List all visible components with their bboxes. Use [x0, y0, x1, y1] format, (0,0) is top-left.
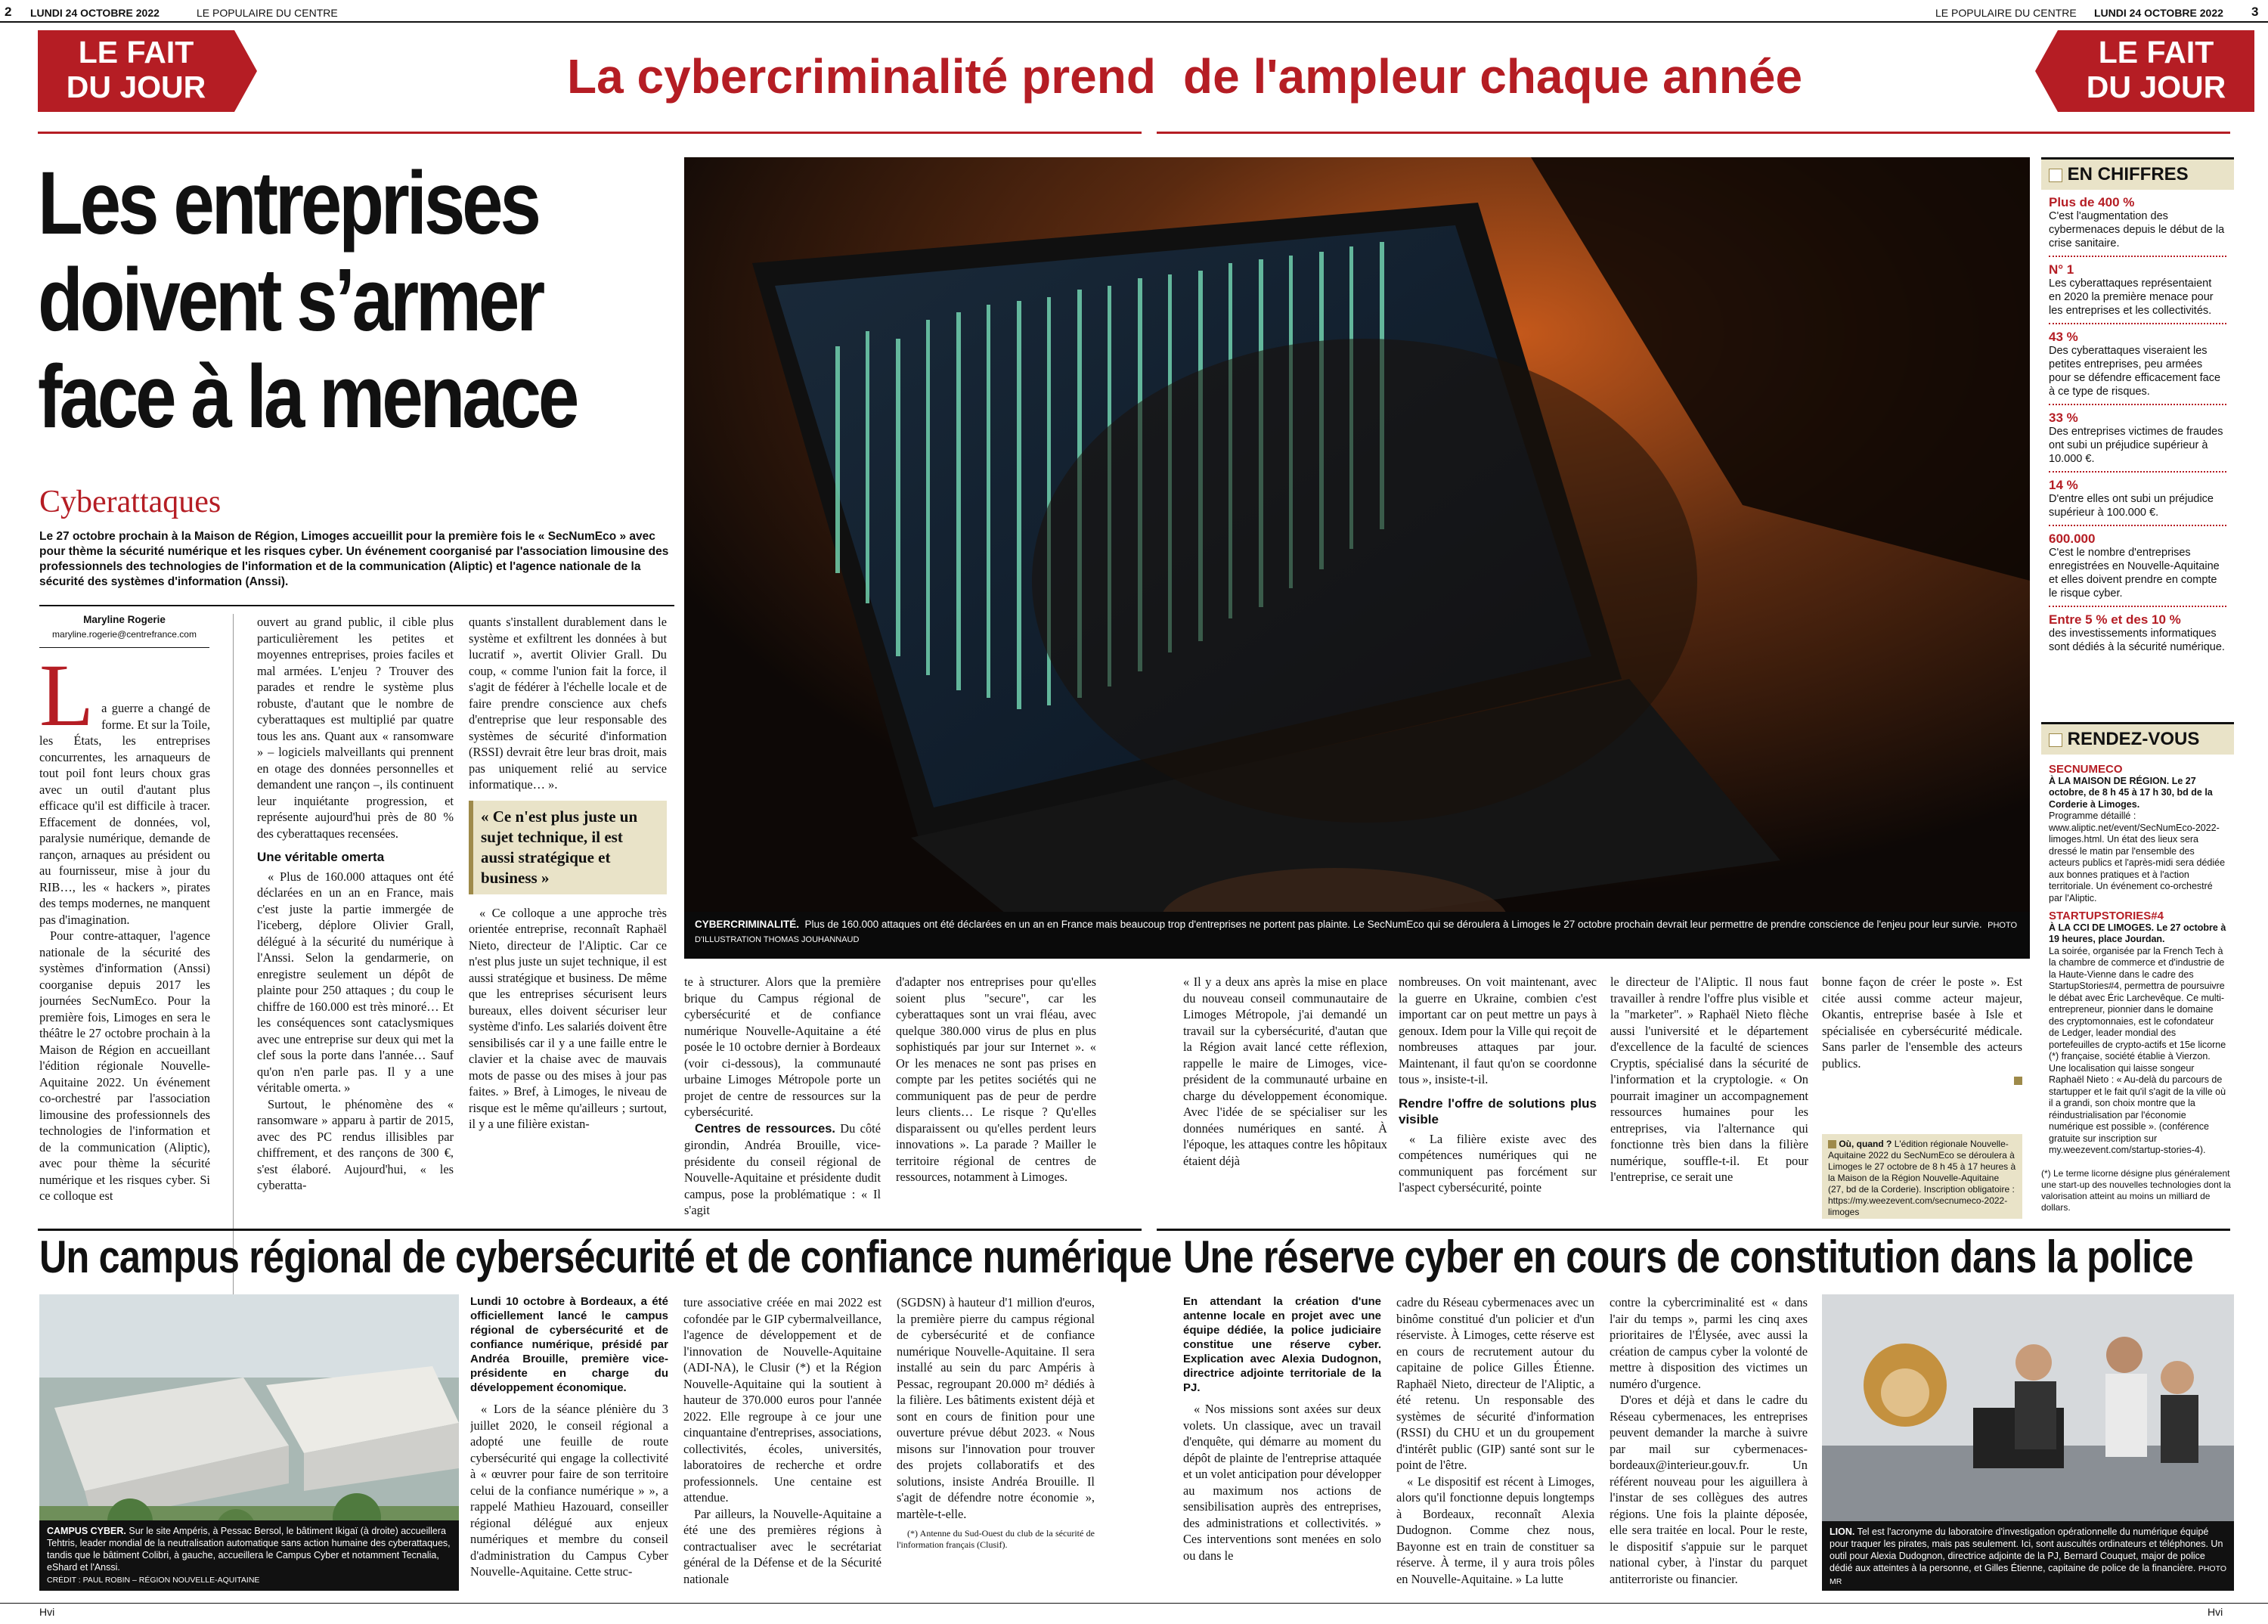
author-email: maryline.rogerie@centrefrance.com: [52, 629, 197, 640]
chiffres-text: C'est l'augmentation des cybermenaces depuis le début de la crise sanitaire.: [2049, 210, 2225, 249]
campus-column-1: Lundi 10 octobre à Bordeaux, a été officiellement lancé le campus régional de cybersécurité et de confiance numérique, présidé par Andréa Brouille, première vice-présidente en charge du développement économique. « Lors de la séance plénière du 3 juillet 2020, le conseil régional a adopté une feuille de route cybersécurité qui engage la collectivité à « œuvrer pour faire de son territoire celui de la confiance numérique » », a rappelé Mathieu Hazouard, conseiller régional délégué aux enjeux numériques et membre du conseil d'administration du Campus Cyber Nouvelle-Aquitaine. Cette struc-: [470, 1295, 668, 1579]
chiffres-figure: 33 %: [2049, 411, 2078, 425]
standfirst-rule: [39, 605, 674, 606]
page-number-right: 3: [2251, 5, 2259, 19]
chiffres-title: EN CHIFFRES: [2041, 160, 2234, 190]
article-column-2: ouvert au grand public, il cible plus particulièrement les petites et moyennes entreprises, proies faciles et mal armées. L'enjeu ? Trouver des parades et rendre le système plus robuste, d'autant que le nombre de cyberattaques est multiplié par quatre tous les ans. Quant aux « ransomware » – logiciels malveillants qui prennent en otage des données personnelles et demandent une rançon –, ils continuent leur inquiétante progression, et représente aujourd'hui près de 80 % des cyberattaques recensées. Une véritable omerta « Plus de 160.000 attaques ont été déclarées en un an en France, mais c'est juste la partie immergée de l'iceberg, déplore Olivier Grall, délégué à la sécurité du numérique à l'Anssi. Selon la gendarmerie, on enregistre seulement un dépôt de plainte pour 250 attaques ; du coup le chiffre de 160.000 est très minoré… Et les conséquences sont cataclysmiques avec une entreprise sur deux qui met la clef sous la porte dans l'année… Sauf qu'on n'en parle pas. Il y a une véritable omerta. » Surtout, le phénomène des « ransomware » apparu à partir de 2015, avec des PC rendus illisibles par chiffrement, et des rançons de 300 €, s'est élaboré. Aujourd'hui, « les cyberatta-: [257, 615, 454, 1192]
rdv-title: RENDEZ-VOUS: [2041, 724, 2234, 755]
lion-photo: [1822, 1294, 2234, 1591]
police-headline: Une réserve cyber en cours de constitution dans la police: [1183, 1232, 2193, 1282]
banner-rule-right: [1157, 132, 2230, 134]
chiffres-text: des investissements informatiques sont dédiés à la sécurité numérique.: [2049, 628, 2225, 653]
rdv-box: RENDEZ-VOUS SECNUMECO À LA MAISON DE RÉGION. Le 27 octobre, de 8 h 45 à 17 h 30, bd de la Corderie à Limoges. Programme détaillé : www.aliptic.net/event/SecNumEco-2022-limoges.html. Un état des lieux sera dressé le matin par l'ensemble des acteurs publics et l'après-midi sera dédiée aux bonnes pratiques et à l'action territoriale. Un événement co-orchestré par l'Aliptic. STARTUPSTORIES#4 À LA CCI DE LIMOGES. Le 27 octobre à 19 heures, place Jourdan. La soirée, organisée par la French Tech à la chambre de commerce et d'industrie de la Haute-Vienne dans le cadre des StartupStories#4, permettra de poursuivre le débat avec Éric Larchevêque. Ce multi-entrepreneur, pionnier dans le domaine des cryptomonnaies, est le cofondateur de Ledger, leader mondial des portefeuilles de crypto-actifs et 15e licorne (*) française, société établie à Vierzon. Une localisation qui laisse songeur Raphaël Nieto : « Au-delà du parcours de startupper et le fait qu'il s'agit de la ville où il a grandi, son choix montre que la réindustrialisation par l'économie numérique est possible ». (conférence gratuite sur inscription sur my.weezevent.com/startup-stories-4).: [2041, 722, 2234, 1223]
chiffres-separator: [2049, 471, 2226, 473]
article-column-5: d'adapter nos entreprises pour qu'elles soient plus "secure", car les cyberattaques sont un vrai fléau, avec quelque 380.000 virus de plus en plus sophistiqués par jour sur Internet ». « Or les menaces ne sont pas prises en compte par les petites sociétés qui ne communiquent pas de peur de perdre leurs clients… Le risque ? Qu'elles disparaissent ou qu'elles perdent leurs innovations ». La parade ? Mailler le territoire régional de centres de ressources, notamment à Limoges.: [896, 975, 1096, 1184]
footer-left: Hvi: [39, 1606, 55, 1618]
drop-cap: L: [39, 656, 94, 745]
folio-date-right: LUNDI 24 OCTOBRE 2022: [2094, 7, 2223, 19]
campus-headline: Un campus régional de cybersécurité et de confiance numérique: [39, 1232, 1172, 1282]
article-column-4: te à structurer. Alors que la première brique du Campus régional de cybersécurité et de confiance numérique Nouvelle-Aquitaine a été posée le 10 octobre dernier à Bordeaux (voir ci-dessous), la communauté urbaine Limoges Métropole porte un projet de centre de ressources sur la cybersécurité. Centres de ressources. Du côté girondin, Andréa Brouille, vice-présidente du conseil régional de Nouvelle-Aquitaine et présidente dudit campus, pose la problématique : « Il s'agit: [684, 975, 881, 1217]
chiffres-text: Des entreprises victimes de fraudes ont subi un préjudice supérieur à 10.000 €.: [2049, 426, 2223, 465]
chiffres-separator: [2049, 525, 2226, 526]
chiffres-separator: [2049, 256, 2226, 257]
police-column-3: contre la cybercriminalité est « dans l'air du temps », parmi les cinq axes prioritaires de l'Élysée, avec aussi la création de campus cyber la volonté de mettre à disposition des victimes un numéro d'urgence. D'ores et déjà et dans le cadre du Réseau cybermenaces, les entreprises peuvent demander la marche à suivre par mail sur cybermenaces-bordeaux@interieur.gouv.fr. Un référent nouveau pour les aiguillera à l'instar de ses collègues des autres régions. Une fois la plainte déposée, elle sera traitée en local. Pour le reste, le dispositif s'appuie sur le parquet national cyber, à l'instar du parquet antiterroriste ou financier.: [1610, 1295, 1808, 1586]
rdv-secnumeco: SECNUMECO: [2049, 763, 2123, 776]
banner-left: La cybercriminalité prend: [567, 49, 1156, 104]
subhead-omerta: Une véritable omerta: [257, 850, 385, 864]
campus-caption: CAMPUS CYBER. Sur le site Ampéris, à Pessac Bersol, le bâtiment Ikigaï (à droite) accueillera Tehtris, leader mondial de la neutralisation automatique sans action humaine des cyberattaques, tandis que le bâtiment Colibri, à gauche, accueillera le Campus Cyber et notamment Tecnalia, eShard et l'Anssi. CRÉDIT : PAUL ROBIN – RÉGION NOUVELLE-AQUITAINE: [39, 1520, 459, 1591]
chiffres-separator: [2049, 323, 2226, 324]
chiffres-text: D'entre elles ont subi un préjudice supérieur à 100.000 €.: [2049, 493, 2214, 519]
kicker-right: LE FAIT DU JOUR: [2035, 30, 2254, 112]
chiffres-separator: [2049, 606, 2226, 607]
subhead-offre: Rendre l'offre de solutions plus visible: [1399, 1096, 1597, 1127]
chiffres-box: [2041, 157, 2234, 721]
hacker-photo: [684, 157, 2030, 959]
chiffres-separator: [2049, 404, 2226, 405]
ou-quand-box: Où, quand ? L'édition régionale Nouvelle-Aquitaine 2022 du SecNumEco se déroulera à Limoges le 27 octobre de 8 h 45 à 17 heures à la Maison de la Région Nouvelle-Aquitaine (27, bd de la Corderie). Inscription obligatoire : https://my.weezevent.com/secnumeco-2022-limoges: [1822, 1134, 2022, 1219]
kicker-left: LE FAIT DU JOUR: [38, 30, 257, 112]
chiffres-figure: N° 1: [2049, 262, 2074, 277]
chiffres-figure: Entre 5 % et des 10 %: [2049, 612, 2181, 627]
lion-lab-illustration: [1822, 1294, 2234, 1521]
police-column-1: En attendant la création d'une antenne locale en projet avec une équipe dédiée, la police judiciaire constitue une réserve cyber. Explication avec Alexia Dudognon, directrice adjointe territoriale de la PJ. « Nos missions sont axées sur deux volets. Un classique, avec un travail d'enquête, qui démarre au moment du dépôt de plainte de l'entreprise attaquée et un volet anticipation pour développer au maximum nos actions de sensibilisation auprès des entreprises, des administrations et collectivités. » Ces interventions sont menées en solo ou dans le: [1183, 1295, 1381, 1563]
rubric: Cyberattaques: [39, 485, 222, 519]
rdv-startupstories: STARTUPSTORIES#4: [2049, 910, 2164, 922]
banner-rule-left: [38, 132, 1142, 134]
campus-photo: [39, 1294, 459, 1591]
byline-rule: [39, 647, 209, 648]
chiffres-text: Les cyberattaques représentaient en 2020 la première menace pour les entreprises et les collectivités.: [2049, 277, 2214, 317]
article-column-9: bonne façon de créer le poste ». Est citée aussi comme acteur majeur, Okantis, entreprise basée à Isle et spécialisée en cybersécurité médicale. Sans parler de l'ensemble des acteurs publics.: [1822, 974, 2022, 1125]
folio-rule: [0, 21, 2268, 23]
chiffres-figure: Plus de 400 %: [2049, 195, 2135, 209]
page-number-left: 2: [5, 5, 12, 19]
folio-paper-right: LE POPULAIRE DU CENTRE: [1935, 7, 2077, 19]
footer-right: Hvi: [2208, 1606, 2223, 1618]
author: Maryline Rogerie: [83, 614, 166, 625]
chiffres-text: C'est le nombre d'entreprises enregistrées en Nouvelle-Aquitaine et elles doivent prendre en compte le risque cyber.: [2049, 547, 2220, 600]
campus-column-3: (SGDSN) à hauteur d'1 million d'euros, la première pierre du campus régional de cybersécurité et de confiance numérique Nouvelle-Aquitaine. Il sera installé au sein du parc Ampéris à Pessac, regroupant 20.000 m² dédiés à la filière. Les bâtiments existent déjà et sont en cours de finition pour une ouverture prévue début 2023. « Nous misons sur l'innovation pour trouver des projets collaboratifs et des solutions, insiste Andréa Brouille. Il s'agit de défendre notre économie », martèle-t-elle. (*) Antenne du Sud-Ouest du club de la sécurité de l'information français (Clusif).: [897, 1295, 1095, 1550]
article-column-6: « Il y a deux ans après la mise en place du nouveau conseil communautaire de Limoges Métropole, j'ai demandé un travail sur la cybersécurité, d'autan que la Région avait lancé cette réflexion, rappelle le maire de Limoges, vice-président de la communauté urbaine en charge du développement économique. Avec l'idée de se spécialiser sur les données numériques en santé. À l'époque, les attaques contre les hôpitaux étaient déjà: [1183, 975, 1387, 1168]
photo-caption: CYBERCRIMINALITÉ. Plus de 160.000 attaques ont été déclarées en un an en France mais beaucoup trop d'entreprises ne portent pas plainte. Le SecNumEco qui se déroulera à Limoges le 27 octobre prochain devrait leur permettre de prendre conscience de l'enjeu pour leur survie. PHOTO D'ILLUSTRATION THOMAS JOUHANNAUD: [684, 912, 2030, 959]
banner-right: de l'ampleur chaque année: [1183, 49, 1803, 104]
chiffres-figure: 14 %: [2049, 478, 2078, 492]
licorne-note: (*) Le terme licorne désigne plus généralement une start-up des nouvelles technologies dont la valorisation atteint au moins un milliard de dollars.: [2041, 1168, 2231, 1213]
chiffres-figure: 600.000: [2049, 532, 2096, 546]
chiffres-text: Des cyberattaques viseraient les petites entreprises, peu armées pour se défendre efficacement face à ce type de risques.: [2049, 345, 2221, 398]
standfirst: Le 27 octobre prochain à la Maison de Région, Limoges accueillit pour la première fois le « SecNumEco » avec pour thème la sécurité numérique et les risques cyber. Un événement coorganisé par l'association limousine des professionnels des technologies de l'information et de la communication (Aliptic) et l'agence nationale de la sécurité des systèmes d'information (Anssi).: [39, 530, 669, 588]
chiffres-list: [2041, 196, 2234, 654]
police-column-2: cadre du Réseau cybermenaces avec un binôme constitué d'un policier et d'un réserviste. À Limoges, cette réserve est en cours de recrutement autour du capitaine de police Gilles Étienne. Raphaël Nieto, directeur de l'Aliptic, a été retenu. Un responsable des systèmes de sécurité d'information (RSSI) du CHU et un du groupement d'intérêt public (GIP) santé sont sur le point de l'être. « Le dispositif est récent à Limoges, alors qu'il fonctionne depuis longtemps à Bordeaux, reconnaît Alexia Dudognon. Comme chez nous, Bayonne est en train de constituer sa réserve. À terme, il y aura trois pôles en Nouvelle-Aquitaine. » La lutte: [1396, 1295, 1594, 1586]
folio-paper-left: LE POPULAIRE DU CENTRE: [197, 7, 338, 19]
article-column-3: quants s'installent durablement dans le système et exfiltrent les données à but lucratif », avertit Olivier Grall. Du coup, « comme l'union fait la force, il s'agit de fédérer à l'échelle locale et de faire prendre conscience aux chefs d'entreprise que leur responsable des systèmes de sécurité d'information (RSSI) devrait être leur bras droit, mais pas uniquement relié au service informatique… ». « Ce n'est plus juste un sujet technique, il est aussi stratégique et business » « Ce colloque a une approche très orientée entreprise, reconnaît Raphaël Nieto, directeur de l'Aliptic. Car ce n'est plus juste un sujet technique, il est aussi stratégique et business. De même que les entreprises sécurisent leurs bureaux, elles doivent sécuriser leur système d'info. Les salariés doivent être sensibilisés car il y a une faille entre le clavier et la chaise avec de mauvais mots de passe ou des mises à jour pas faites. » Bref, à Limoges, le niveau de risque est le même qu'ailleurs ; surtout, il y a une filière existan-: [469, 615, 667, 1131]
folio-date-left: LUNDI 24 OCTOBRE 2022: [30, 7, 160, 19]
article-column-8: le directeur de l'Aliptic. Il nous faut travailler à rendre l'offre plus visible et la "marketer". » Raphaël Nieto flèche aussi l'université et le département d'excellence de la faculté de sciences Cryptis, spécialisé dans la sécurité de l'information et la cryptologie. « On pourrait imaginer un accompagnement ressources humaines pour les entreprises, via l'alternance qui fonctionne très bien dans la filière numérique, souffle-t-il. Et pour l'entreprise, ce serait une: [1610, 975, 1808, 1184]
pull-quote: « Ce n'est plus juste un sujet technique, il est aussi stratégique et business »: [469, 801, 667, 894]
article-column-1: L a guerre a changé de forme. Et sur la Toile, les États, les entreprises concurrentes, les arnaqueurs de tout poil font leurs choux gras avec un outil d'autant plus efficace qu'il est difficile à tracer. Effacement de données, vol, paralysie numérique, demande de rançon, arnaques au président ou au fournisseur, mise à jour du RIB…, les « hackers », pirates des temps modernes, ne manquent pas d'imagination. Pour contre-attaquer, l'agence nationale de la sécurité des systèmes d'information (Anssi) coorganise depuis 2017 les journées SecNumEco. Pour la première fois, Limoges en sera le théâtre le 27 octobre prochain à la Maison de Région en accueillant l'édition régionale Nouvelle-Aquitaine 2022. Un événement co-orchestré par l'association limousine des professionnels des technologies de l'information et de la communication (Aliptic), avec pour thème la sécurité numérique et les risques cyber. Si ce colloque est: [39, 656, 210, 1203]
chiffres-figure: 43 %: [2049, 330, 2078, 344]
column-rule: [233, 614, 234, 1294]
footer-rule: [0, 1603, 2268, 1604]
campus-column-2: ture associative créée en mai 2022 est cofondée par le GIP cybermalveillance, l'agence de développement et de l'innovation de Nouvelle-Aquitaine (ADI-NA), le Clusir (*) et la Région Nouvelle-Aquitaine qui la soutient à hauteur de 370.000 euros pour l'année 2022. Elle regroupe à ce jour une cinquantaine d'entreprises, associations, collectivités, écoles, universités, laboratoires de recherche et ordre professionnels. Une centaine est attendue. Par ailleurs, la Nouvelle-Aquitaine a été une des premières régions à contractualiser avec le secrétariat général de la Défense et de la Sécurité nationale: [683, 1295, 881, 1586]
main-headline: Les entreprises doivent s’armer face à la menace: [38, 153, 577, 447]
article-column-7: nombreuses. On voit maintenant, avec la guerre en Ukraine, combien c'est important car on peut mettre un pays à genoux. Idem pour la Ville qui reçoit de nombreuses attaques par jour. Maintenant, il faut qu'on se coordonne tous », insiste-t-il. Rendre l'offre de solutions plus visible « La filière existe avec des compétences numériques qui ne communiquent pas forcément sur l'aspect cybersécurité, pointe: [1399, 975, 1597, 1195]
hacker-photo-illustration: [684, 157, 2030, 959]
lion-caption: LION. Tel est l'acronyme du laboratoire d'investigation opérationnelle du numérique équipé pour traquer les pirates, mais pas seulement. Ici, sont auscultés ordinateurs et téléphones. Un outil pour Alexia Dudognon, directrice adjointe de la PJ, Bernard Couquet, major de police dédié aux atteintes à la personne, et Gilles Étienne, capitaine de police de la financière. PHOTO MR: [1822, 1521, 2234, 1591]
